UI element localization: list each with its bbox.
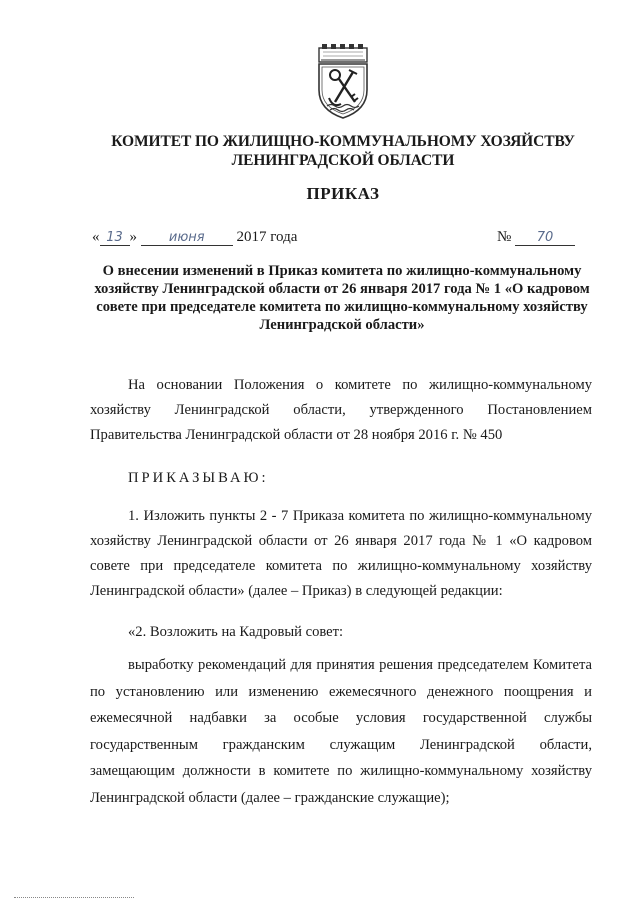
basis-paragraph: На основании Положения о комитете по жилищно-коммунальному хозяйству Ленинградской области, утвержденного Постановлением Правительства Ленинградской области от 28 ноября 2016 г. № 450 xyxy=(90,377,592,443)
organization-name-line2: ЛЕНИНГРАДСКОЙ ОБЛАСТИ xyxy=(231,152,455,169)
document-subject: О внесении изменений в Приказ комитета по жилищно-коммунальному хозяйству Ленинградской области от 26 января 2017 года № 1 «О кадровом совете при председателе комитета по жилищно-коммунальному хозяйству Ленинградской области» xyxy=(94,263,590,333)
organization-name-line1: КОМИТЕТ ПО ЖИЛИЩНО-КОММУНАЛЬНОМУ ХОЗЯЙСТВУ xyxy=(111,133,575,150)
order-item-2: «2. Возложить на Кадровый совет: xyxy=(128,624,344,640)
order-word: ПРИКАЗЫВАЮ: xyxy=(128,470,269,486)
footer-dotted-line xyxy=(14,897,134,899)
date-open-quote: « xyxy=(92,229,100,245)
order-item-1: 1. Изложить пункты 2 - 7 Приказа комитета по жилищно-коммунальному хозяйству Ленинградской области от 26 января 2017 года № 1 «О кадровом совете при председателе комитета по жилищно-коммунальному хозяйству Ленинградской области» (далее – Приказ) в следующей редакции: xyxy=(90,508,592,599)
date-month-handwritten: июня xyxy=(168,230,205,245)
order-item-3: выработку рекомендаций для принятия решения председателем Комитета по установлению или изменению ежемесячного денежного поощрения и ежемесячной надбавки за особые условия государственной службы государственным гражданским служащим Ленинградской области, замещающим должности в комитете по жилищно-коммунальному хозяйству Ленинградской области (далее – гражданские служащие); xyxy=(90,657,592,806)
coat-of-arms-emblem xyxy=(313,42,373,120)
date-close-quote: » xyxy=(129,229,137,245)
date-year: 2017 года xyxy=(236,229,298,245)
number-value-handwritten: 70 xyxy=(536,230,554,245)
number-sign: № xyxy=(497,229,512,245)
order-date xyxy=(92,229,297,246)
order-number xyxy=(497,229,575,246)
organization-name xyxy=(100,132,586,170)
document-type-title: ПРИКАЗ xyxy=(306,184,380,203)
date-day-handwritten: 13 xyxy=(106,230,123,245)
